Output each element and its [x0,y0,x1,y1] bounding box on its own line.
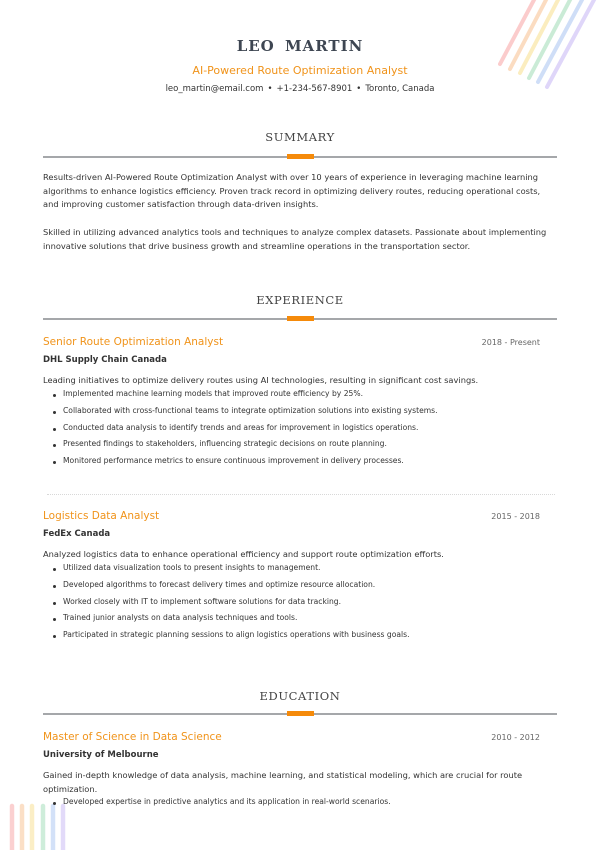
separator: • [267,84,273,94]
list-item: Presented findings to stakeholders, influencing strategic decisions on route planning. [52,437,552,454]
job-title: Logistics Data Analyst [43,510,160,522]
job-bullets [52,561,552,645]
section-divider [43,318,557,320]
entry-divider [47,494,555,495]
separator: • [356,84,362,94]
section-heading-education: EDUCATION [259,689,341,703]
list-item: Conducted data analysis to identify trends and areas for improvement in logistics operations. [52,421,552,438]
section-divider [43,713,557,715]
section-heading-experience: EXPERIENCE [256,293,344,307]
section-heading-summary: SUMMARY [265,130,335,144]
location: Toronto, Canada [365,84,435,94]
divider-accent [287,711,314,716]
list-item: Collaborated with cross-functional teams to integrate optimization solutions into existing systems. [52,404,552,421]
list-item: Worked closely with IT to implement software solutions for data tracking. [52,595,552,612]
education-description: Gained in-depth knowledge of data analysis, machine learning, and statistical modeling, which are crucial for route optimization. [43,770,523,794]
company-name: FedEx Canada [43,529,111,539]
degree-title: Master of Science in Data Science [43,731,222,743]
job-dates: 2015 - 2018 [491,512,540,521]
list-item: Participated in strategic planning sessions to align logistics operations with business goals. [52,628,552,645]
school-name: University of Melbourne [43,750,159,760]
job-description: Leading initiatives to optimize delivery routes using AI technologies, resulting in significant cost savings. [43,375,479,385]
section-divider [43,156,557,158]
list-item: Utilized data visualization tools to present insights to management. [52,561,552,578]
divider-accent [287,316,314,321]
list-item: Monitored performance metrics to ensure continuous improvement in delivery processes. [52,454,552,471]
summary-paragraph: Results-driven AI-Powered Route Optimization Analyst with over 10 years of experience in leveraging machine learning algorithms to enhance logistics efficiency. Proven track record in optimizing delivery routes, reducing operational costs, and improving customer satisfaction through data-driven insights. [43,172,541,210]
education-bullets [52,795,552,812]
company-name: DHL Supply Chain Canada [43,355,167,365]
email-link[interactable]: leo_martin@email.com [165,84,264,94]
phone-number: +1-234-567-8901 [276,84,353,94]
job-title: Senior Route Optimization Analyst [43,336,224,348]
list-item: Implemented machine learning models that improved route efficiency by 25%. [52,387,552,404]
job-bullets [52,387,552,471]
candidate-name: LEO MARTIN [236,37,364,55]
contact-line [0,84,600,94]
list-item: Trained junior analysts on data analysis techniques and tools. [52,611,552,628]
summary-paragraph: Skilled in utilizing advanced analytics tools and techniques to analyze complex datasets. Passionate about implementing innovative solutions that drive business growth and streamline operations in the transportation sector. [43,227,547,251]
candidate-title: AI-Powered Route Optimization Analyst [192,64,408,77]
job-dates: 2018 - Present [481,338,540,347]
job-description: Analyzed logistics data to enhance operational efficiency and support route optimization efforts. [43,549,444,559]
list-item: Developed expertise in predictive analytics and its application in real-world scenarios. [52,795,552,812]
education-dates: 2010 - 2012 [491,733,540,742]
divider-accent [287,154,314,159]
list-item: Developed algorithms to forecast delivery times and optimize resource allocation. [52,578,552,595]
